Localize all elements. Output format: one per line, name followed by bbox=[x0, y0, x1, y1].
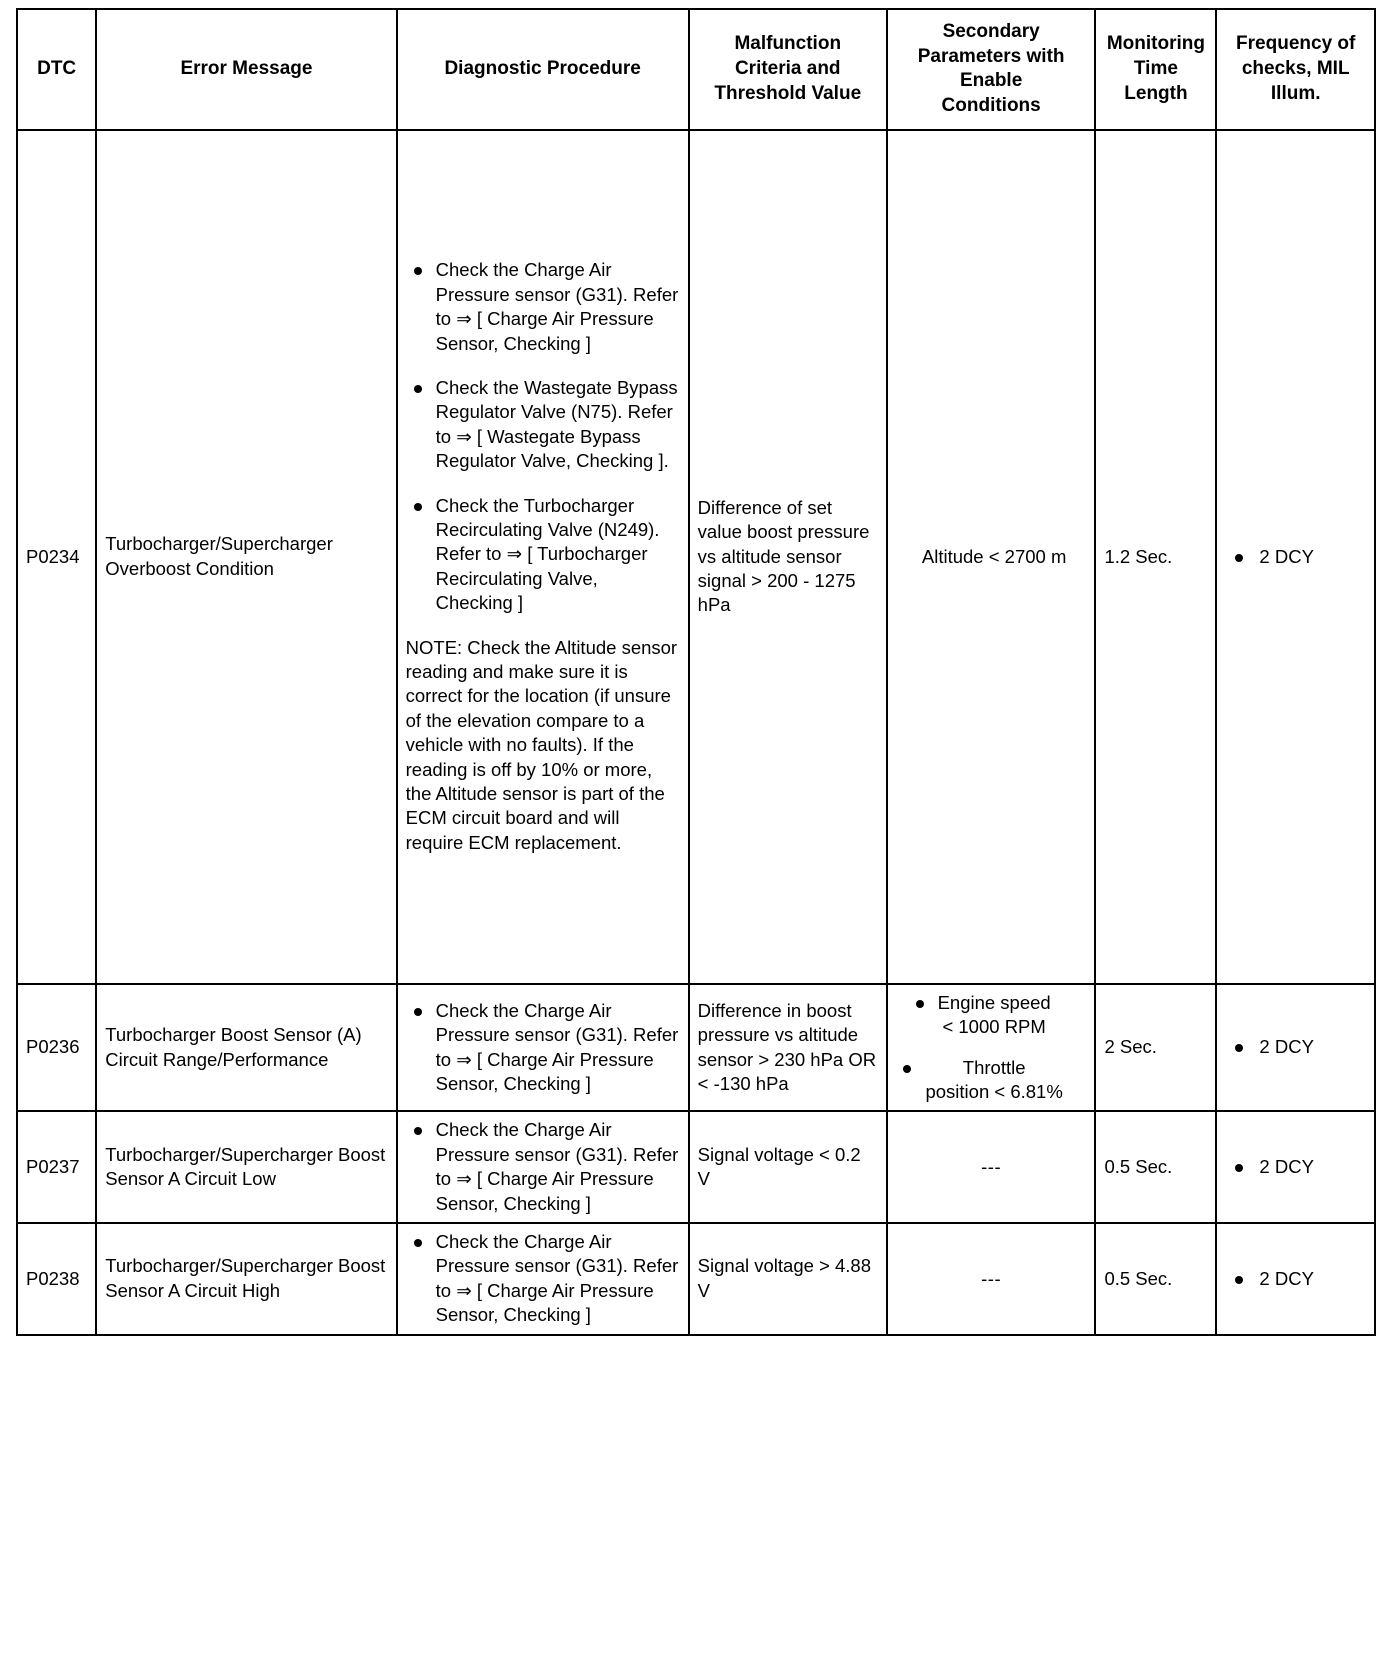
procedure-bullet: Check the Wastegate Bypass Regulator Valve (N75). Refer to ⇒ [ Wastegate Bypass Regulator Valve, Checking ]. bbox=[406, 376, 680, 474]
header-text-frequency-line1: Frequency of bbox=[1236, 33, 1356, 55]
secondary-parameter-item bbox=[932, 991, 1051, 1040]
cell-monitoring-time: 0.5 Sec. bbox=[1095, 1223, 1216, 1335]
header-text-error-message: Error Message bbox=[180, 58, 313, 80]
frequency-text: 2 DCY bbox=[1259, 545, 1314, 567]
cell-secondary-parameters bbox=[887, 984, 1096, 1112]
cell-malfunction-criteria: Signal voltage > 4.88 V bbox=[689, 1223, 887, 1335]
cell-monitoring-time: 1.2 Sec. bbox=[1095, 130, 1216, 984]
bullet-icon bbox=[916, 1000, 924, 1008]
secondary-parameter-text-line2: < 1000 RPM bbox=[942, 1016, 1046, 1038]
cell-monitoring-time: 2 Sec. bbox=[1095, 984, 1216, 1112]
cell-diagnostic-procedure bbox=[397, 1223, 689, 1335]
secondary-parameter-text: Throttle bbox=[962, 1056, 1026, 1078]
cell-malfunction-criteria: Signal voltage < 0.2 V bbox=[689, 1111, 887, 1223]
column-header-error-message bbox=[96, 9, 396, 130]
table-body bbox=[17, 130, 1375, 1335]
cell-error-message: Turbocharger/Supercharger Boost Sensor A Circuit Low bbox=[96, 1111, 396, 1223]
cell-error-message: Turbocharger/Supercharger Overboost Condition bbox=[96, 130, 396, 984]
header-text-secondary-line1: Secondary bbox=[942, 21, 1040, 42]
cell-error-message: Turbocharger/Supercharger Boost Sensor A Circuit High bbox=[96, 1223, 396, 1335]
header-text-frequency-line3: Illum. bbox=[1270, 82, 1321, 104]
secondary-parameter-item bbox=[916, 545, 1067, 569]
dtc-table bbox=[16, 8, 1376, 1336]
frequency-text: 2 DCY bbox=[1259, 1155, 1314, 1177]
table-row bbox=[17, 984, 1375, 1112]
secondary-parameter-list bbox=[896, 545, 1087, 569]
header-text-diagnostic-procedure: Diagnostic Procedure bbox=[444, 58, 641, 80]
cell-secondary-parameters: --- bbox=[887, 1223, 1096, 1335]
frequency-item bbox=[1225, 545, 1366, 569]
cell-secondary-parameters bbox=[887, 130, 1096, 984]
secondary-parameter-item bbox=[919, 1056, 1062, 1105]
secondary-parameter-text: Engine speed bbox=[937, 991, 1051, 1013]
header-text-frequency-line2: checks, MIL bbox=[1241, 58, 1350, 80]
cell-frequency bbox=[1216, 1223, 1375, 1335]
header-row bbox=[17, 9, 1375, 130]
cell-dtc: P0234 bbox=[17, 130, 96, 984]
cell-frequency bbox=[1216, 130, 1375, 984]
column-header-malfunction-criteria bbox=[689, 9, 887, 130]
bullet-icon bbox=[1235, 1164, 1243, 1172]
column-header-diagnostic-procedure bbox=[397, 9, 689, 130]
column-header-secondary-parameters bbox=[887, 9, 1096, 130]
bullet-icon bbox=[1235, 1276, 1243, 1284]
procedure-bullet-list bbox=[406, 1118, 680, 1216]
header-text-malfunction-line2: Criteria and bbox=[734, 58, 841, 80]
secondary-parameter-text: Altitude < 2700 m bbox=[921, 545, 1067, 567]
header-text-secondary-line3: Enable bbox=[959, 70, 1023, 92]
header-text-monitoring-line2: Time bbox=[1133, 58, 1178, 80]
cell-error-message: Turbocharger Boost Sensor (A) Circuit Range/Performance bbox=[96, 984, 396, 1112]
procedure-bullet: Check the Charge Air Pressure sensor (G31). Refer to ⇒ [ Charge Air Pressure Sensor, Checking ] bbox=[406, 999, 680, 1097]
procedure-bullet: Check the Turbocharger Recirculating Valve (N249). Refer to ⇒ [ Turbocharger Recirculating Valve, Checking ] bbox=[406, 494, 680, 616]
procedure-bullet: Check the Charge Air Pressure sensor (G31). Refer to ⇒ [ Charge Air Pressure Sensor, Checking ] bbox=[406, 258, 680, 356]
bullet-icon bbox=[903, 1065, 911, 1073]
bullet-icon bbox=[1235, 1044, 1243, 1052]
cell-frequency bbox=[1216, 984, 1375, 1112]
cell-malfunction-criteria: Difference in boost pressure vs altitude sensor > 230 hPa OR < -130 hPa bbox=[689, 984, 887, 1112]
procedure-bullet: Check the Charge Air Pressure sensor (G31). Refer to ⇒ [ Charge Air Pressure Sensor, Checking ] bbox=[406, 1118, 680, 1216]
cell-monitoring-time: 0.5 Sec. bbox=[1095, 1111, 1216, 1223]
header-text-secondary-line2: Parameters with bbox=[917, 45, 1065, 67]
cell-dtc: P0236 bbox=[17, 984, 96, 1112]
bullet-icon bbox=[1235, 554, 1243, 562]
header-text-malfunction-line1: Malfunction bbox=[734, 33, 842, 55]
secondary-parameter-list bbox=[896, 991, 1087, 1105]
cell-diagnostic-procedure bbox=[397, 1111, 689, 1223]
cell-dtc: P0237 bbox=[17, 1111, 96, 1223]
cell-malfunction-criteria: Difference of set value boost pressure vs altitude sensor signal > 200 - 1275 hPa bbox=[689, 130, 887, 984]
procedure-bullet-list bbox=[406, 1230, 680, 1328]
frequency-text: 2 DCY bbox=[1259, 1267, 1314, 1289]
header-text-malfunction-line3: Threshold Value bbox=[714, 82, 862, 104]
header-text-monitoring-line1: Monitoring bbox=[1106, 33, 1205, 55]
column-header-monitoring-time bbox=[1095, 9, 1216, 130]
frequency-text: 2 DCY bbox=[1259, 1036, 1314, 1058]
column-header-dtc bbox=[17, 9, 96, 130]
cell-dtc: P0238 bbox=[17, 1223, 96, 1335]
procedure-note: NOTE: Check the Altitude sensor reading and make sure it is correct for the location (if unsure of the elevation compare to a vehicle with no faults). If the reading is off by 10% or more, the Altitude sensor is part of the ECM circuit board and will require ECM replacement. bbox=[405, 636, 678, 853]
cell-diagnostic-procedure bbox=[397, 984, 689, 1112]
header-text-dtc: DTC bbox=[37, 58, 77, 80]
procedure-bullet-list bbox=[406, 999, 680, 1097]
table-row bbox=[17, 1111, 1375, 1223]
table-row bbox=[17, 130, 1375, 984]
procedure-bullet: Check the Charge Air Pressure sensor (G31). Refer to ⇒ [ Charge Air Pressure Sensor, Checking ] bbox=[406, 1230, 680, 1328]
cell-secondary-parameters: --- bbox=[887, 1111, 1096, 1223]
table-row bbox=[17, 1223, 1375, 1335]
frequency-item bbox=[1225, 1155, 1366, 1179]
frequency-item bbox=[1225, 1035, 1366, 1059]
table-header bbox=[17, 9, 1375, 130]
secondary-parameter-text-line2: position < 6.81% bbox=[925, 1080, 1063, 1102]
cell-frequency bbox=[1216, 1111, 1375, 1223]
frequency-item bbox=[1225, 1267, 1366, 1291]
header-text-secondary-line4: Conditions bbox=[941, 95, 1041, 117]
header-text-monitoring-line3: Length bbox=[1124, 82, 1188, 104]
column-header-frequency bbox=[1216, 9, 1375, 130]
cell-diagnostic-procedure bbox=[397, 130, 689, 984]
procedure-bullet-list bbox=[406, 258, 680, 615]
